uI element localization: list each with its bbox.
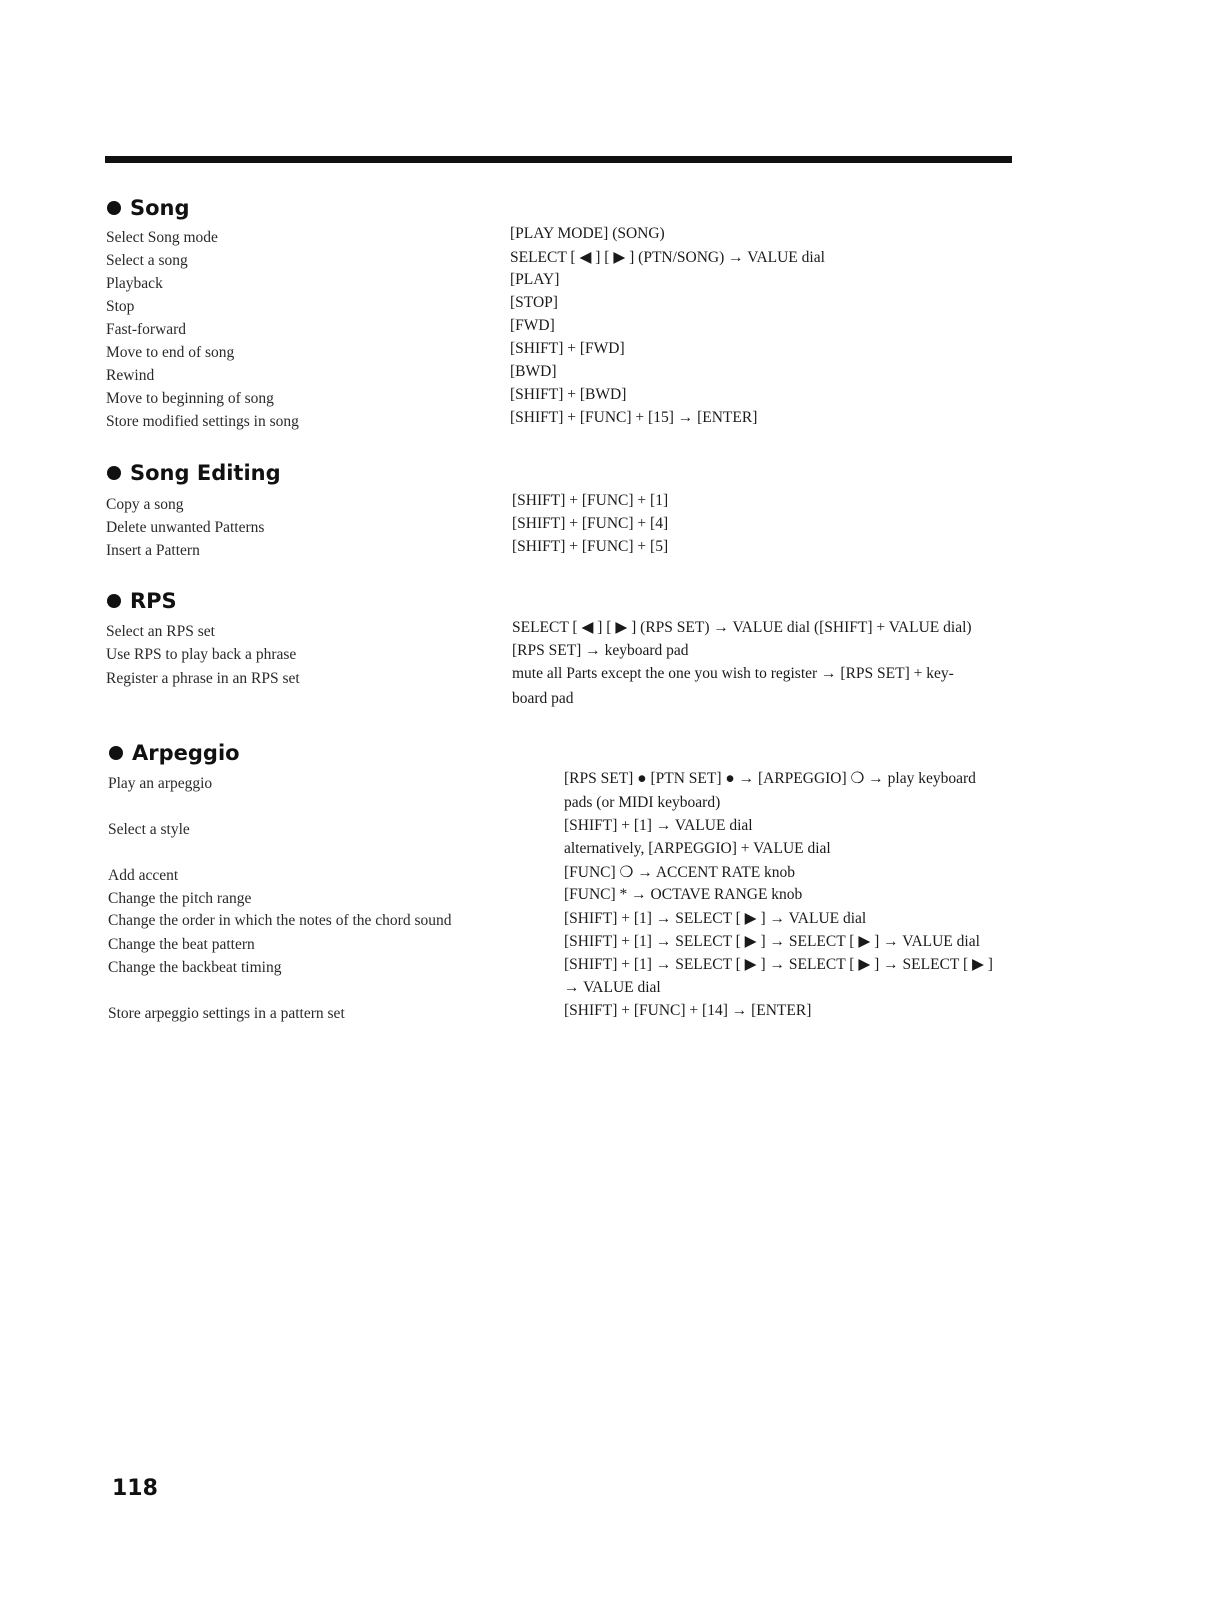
song-editing-command: [SHIFT] + [FUNC] + [4]	[512, 515, 669, 532]
arpeggio-label: Change the backbeat timing	[108, 959, 282, 976]
arpeggio-command: [SHIFT] + [1] → SELECT [ ▶ ] → SELECT [ ▶ ] → SELECT [ ▶ ]	[564, 956, 993, 973]
song-editing-label: Delete unwanted Patterns	[106, 519, 265, 536]
song-command: [BWD]	[510, 363, 557, 380]
rps-command: SELECT [ ◀ ] [ ▶ ] (RPS SET) → VALUE dial ([SHIFT] + VALUE dial)	[512, 619, 972, 636]
song-label: Store modified settings in song	[106, 413, 299, 430]
rps-label: Select an RPS set	[106, 623, 215, 640]
arpeggio-command: [SHIFT] + [FUNC] + [14] → [ENTER]	[564, 1002, 812, 1019]
section-title-text: RPS	[130, 589, 177, 613]
rps-command: [RPS SET] → keyboard pad	[512, 642, 689, 659]
arpeggio-command: → VALUE dial	[564, 979, 661, 996]
song-label: Stop	[106, 298, 135, 315]
arpeggio-label: Add accent	[108, 867, 179, 884]
arpeggio-label: Select a style	[108, 821, 190, 838]
arpeggio-label: Play an arpeggio	[108, 775, 213, 792]
arpeggio-label: Store arpeggio settings in a pattern set	[108, 1005, 345, 1022]
rps-command: mute all Parts except the one you wish to register → [RPS SET] + key-	[512, 665, 954, 682]
song-command: [STOP]	[510, 294, 558, 311]
section-title-arpeggio	[109, 741, 240, 765]
song-label: Playback	[106, 275, 163, 292]
song-command: [SHIFT] + [BWD]	[510, 386, 627, 403]
arpeggio-label: Change the beat pattern	[108, 936, 255, 953]
top-rule	[105, 156, 1012, 163]
section-title-text: Song	[130, 196, 190, 220]
arpeggio-command: [SHIFT] + [1] → VALUE dial	[564, 817, 753, 834]
song-label: Rewind	[106, 367, 155, 384]
section-title-song	[107, 196, 190, 220]
arpeggio-command: [SHIFT] + [1] → SELECT [ ▶ ] → VALUE dial	[564, 910, 867, 927]
bullet-icon	[107, 201, 121, 215]
song-command: [PLAY]	[510, 271, 560, 288]
arpeggio-command: alternatively, [ARPEGGIO] + VALUE dial	[564, 840, 831, 857]
song-editing-label: Copy a song	[106, 496, 184, 513]
song-editing-label: Insert a Pattern	[106, 542, 200, 559]
rps-label: Register a phrase in an RPS set	[106, 670, 300, 687]
song-editing-command: [SHIFT] + [FUNC] + [5]	[512, 538, 669, 555]
song-label: Select Song mode	[106, 229, 218, 246]
song-label: Select a song	[106, 252, 188, 269]
arpeggio-label: Change the pitch range	[108, 890, 252, 907]
section-title-text: Arpeggio	[132, 741, 240, 765]
section-title-song-editing	[107, 461, 281, 485]
song-command: SELECT [ ◀ ] [ ▶ ] (PTN/SONG) → VALUE dial	[510, 249, 825, 266]
arpeggio-command: [RPS SET] ● [PTN SET] ● → [ARPEGGIO] ❍ → play keyboard	[564, 770, 976, 787]
bullet-icon	[107, 594, 121, 608]
rps-command: board pad	[512, 690, 574, 707]
song-command: [FWD]	[510, 317, 555, 334]
page-number: 118	[112, 1476, 158, 1501]
song-command: [SHIFT] + [FUNC] + [15] → [ENTER]	[510, 409, 758, 426]
song-label: Fast-forward	[106, 321, 187, 338]
bullet-icon	[109, 746, 123, 760]
arpeggio-command: pads (or MIDI keyboard)	[564, 794, 721, 811]
section-title-text: Song Editing	[130, 461, 281, 485]
arpeggio-command: [FUNC] ❍ → ACCENT RATE knob	[564, 864, 796, 881]
song-editing-command: [SHIFT] + [FUNC] + [1]	[512, 492, 669, 509]
arpeggio-command: [SHIFT] + [1] → SELECT [ ▶ ] → SELECT [ ▶ ] → VALUE dial	[564, 933, 980, 950]
arpeggio-label: Change the order in which the notes of the chord sound	[108, 912, 452, 929]
rps-label: Use RPS to play back a phrase	[106, 646, 297, 663]
song-command: [SHIFT] + [FWD]	[510, 340, 625, 357]
bullet-icon	[107, 466, 121, 480]
song-label: Move to end of song	[106, 344, 235, 361]
section-title-rps	[107, 589, 177, 613]
arpeggio-command: [FUNC] * → OCTAVE RANGE knob	[564, 886, 803, 903]
song-label: Move to beginning of song	[106, 390, 274, 407]
song-command: [PLAY MODE] (SONG)	[510, 225, 665, 242]
